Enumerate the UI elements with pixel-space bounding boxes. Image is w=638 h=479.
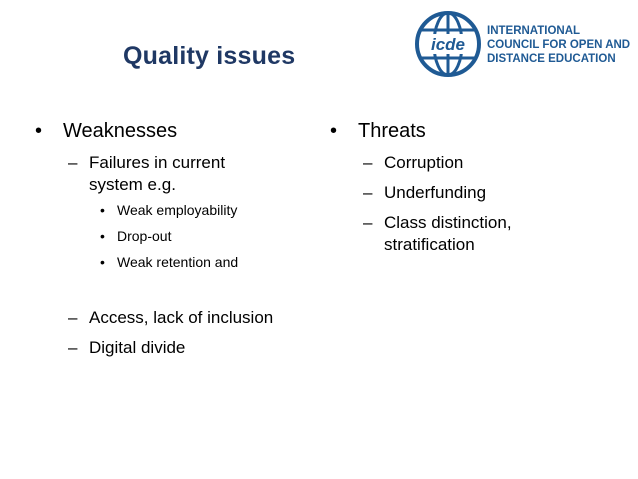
bullet-icon: • xyxy=(100,254,105,270)
weaknesses-column xyxy=(35,118,315,359)
list-item: • Weak employability xyxy=(100,202,238,218)
logo-text xyxy=(487,24,630,66)
dash-icon: – xyxy=(363,213,373,232)
logo-line-3: DISTANCE EDUCATION xyxy=(487,53,616,65)
list-item: – Digital divide xyxy=(68,338,186,357)
list-item: – Access, lack of inclusion xyxy=(68,308,274,327)
bullet-icon: • xyxy=(100,202,105,218)
dash-icon: – xyxy=(68,308,78,327)
slide-title: Quality issues xyxy=(123,42,296,70)
threats-column xyxy=(330,118,610,256)
icde-logo xyxy=(412,10,632,78)
list-item: – Corruption xyxy=(363,153,464,172)
globe-icon xyxy=(412,10,484,78)
logo-mark: icde xyxy=(430,35,466,54)
dash-icon: – xyxy=(363,153,373,172)
list-item: – Class distinction, stratification xyxy=(363,213,512,254)
list-item: • Weak retention and xyxy=(100,254,239,270)
list-item: • Drop-out xyxy=(100,228,172,244)
list-item: – Underfunding xyxy=(363,183,487,202)
bullet-icon: • xyxy=(100,228,105,244)
bullet-icon: • xyxy=(330,120,338,142)
dash-icon: – xyxy=(68,338,78,357)
dash-icon: – xyxy=(68,153,78,172)
bullet-icon: • xyxy=(35,120,43,142)
list-item: – Failures in current system e.g. xyxy=(68,153,226,194)
logo-line-2: COUNCIL FOR OPEN AND xyxy=(487,39,631,51)
weaknesses-heading: • Weaknesses xyxy=(35,120,178,142)
threats-heading: • Threats xyxy=(330,120,426,142)
logo-line-1: INTERNATIONAL xyxy=(487,25,581,37)
dash-icon: – xyxy=(363,183,373,202)
